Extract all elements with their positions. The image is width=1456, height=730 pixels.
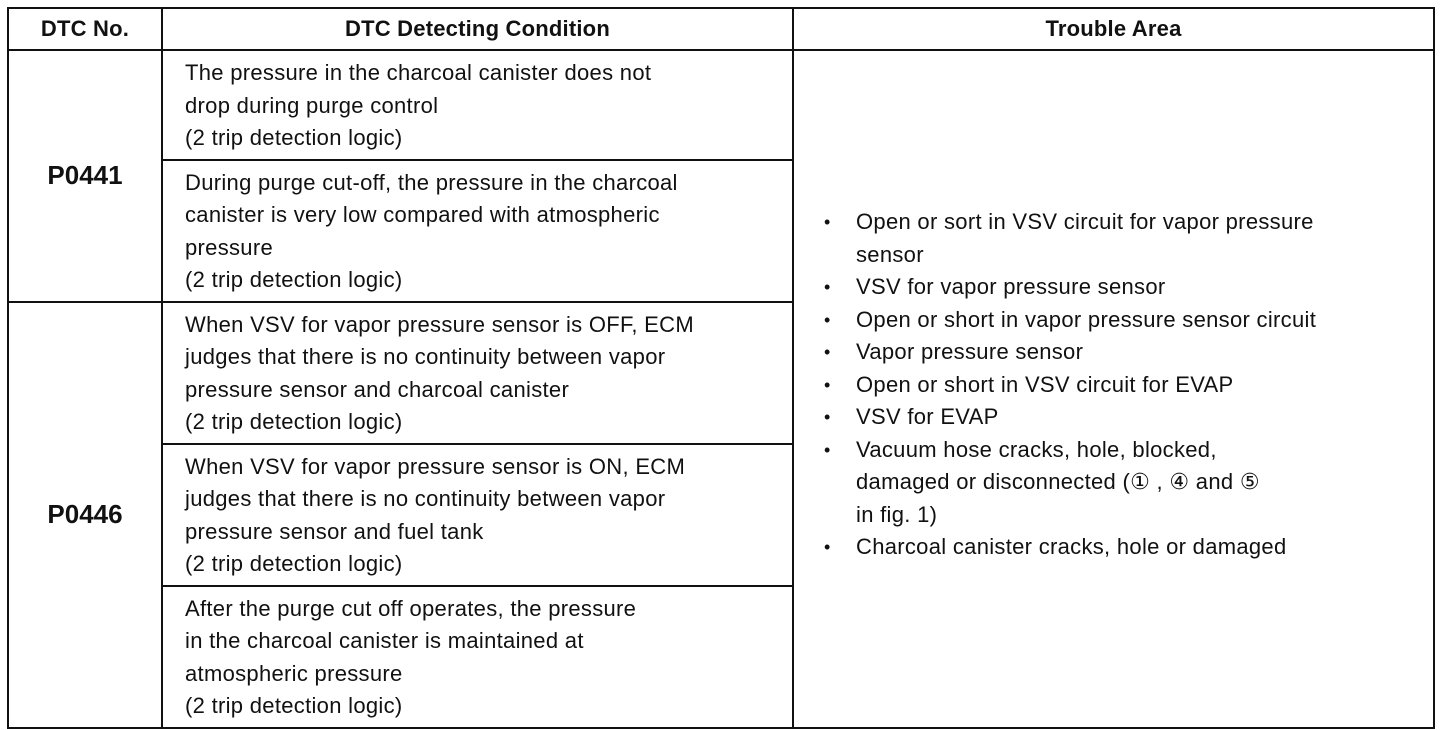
trouble-area-cell [793,50,1434,728]
condition-line: pressure [185,234,273,260]
trouble-area-line: • Open or short in VSV circuit for EVAP [856,371,1234,397]
trouble-area-line: • Charcoal canister cracks, hole or damaged [856,534,1287,559]
condition-line: During purge cut-off, the pressure in the charcoal [185,169,678,195]
trouble-area-line: • Vapor pressure sensor [856,339,1084,364]
table-row [8,50,1434,160]
trouble-area-line: • Vacuum hose cracks, hole, blocked, [856,436,1217,462]
condition-line: (2 trip detection logic) [185,267,403,292]
list-item [824,206,1433,271]
list-item [824,304,1433,337]
list-item [824,531,1433,564]
list-item [824,434,1433,532]
trouble-area-line: • Open or sort in VSV circuit for vapor pressure [856,209,1314,234]
trouble-area-line: • VSV for EVAP [856,404,999,429]
header-condition: DTC Detecting Condition [162,8,793,50]
header-dtc-no: DTC No. [8,8,162,50]
condition-cell [162,444,793,586]
dtc-code-p0446: P0446 [8,302,162,728]
condition-line: drop during purge control [185,92,439,118]
list-item [824,336,1433,369]
condition-cell [162,586,793,728]
condition-cell [162,160,793,302]
condition-line: (2 trip detection logic) [185,693,403,718]
trouble-area-line: damaged or disconnected (① , ④ and ⑤ [856,469,1260,494]
condition-line: (2 trip detection logic) [185,125,403,150]
trouble-area-line: in fig. 1) [856,501,938,527]
condition-line: After the purge cut off operates, the pressure [185,595,637,621]
list-item [824,401,1433,434]
condition-line: When VSV for vapor pressure sensor is OFF, ECM [185,311,694,337]
condition-line: atmospheric pressure [185,660,403,686]
condition-cell [162,302,793,444]
condition-line: pressure sensor and fuel tank [185,518,484,544]
trouble-area-line: • Open or short in vapor pressure sensor circuit [856,306,1317,332]
header-trouble-area: Trouble Area [793,8,1434,50]
condition-line: (2 trip detection logic) [185,551,403,576]
list-item [824,369,1433,402]
header-row [8,8,1434,50]
dtc-code-p0441: P0441 [8,50,162,302]
condition-line: When VSV for vapor pressure sensor is ON, ECM [185,453,686,479]
condition-line: judges that there is no continuity between vapor [185,344,666,369]
condition-line: pressure sensor and charcoal canister [185,376,570,402]
dtc-table [7,7,1435,729]
condition-cell [162,50,793,160]
trouble-area-list [794,206,1433,564]
condition-line: in the charcoal canister is maintained at [185,628,584,653]
condition-line: (2 trip detection logic) [185,409,403,434]
condition-line: canister is very low compared with atmospheric [185,202,660,227]
condition-line: The pressure in the charcoal canister does not [185,60,652,85]
condition-line: judges that there is no continuity between vapor [185,486,666,511]
trouble-area-line: • VSV for vapor pressure sensor [856,274,1166,299]
trouble-area-line: sensor [856,241,924,267]
list-item [824,271,1433,304]
